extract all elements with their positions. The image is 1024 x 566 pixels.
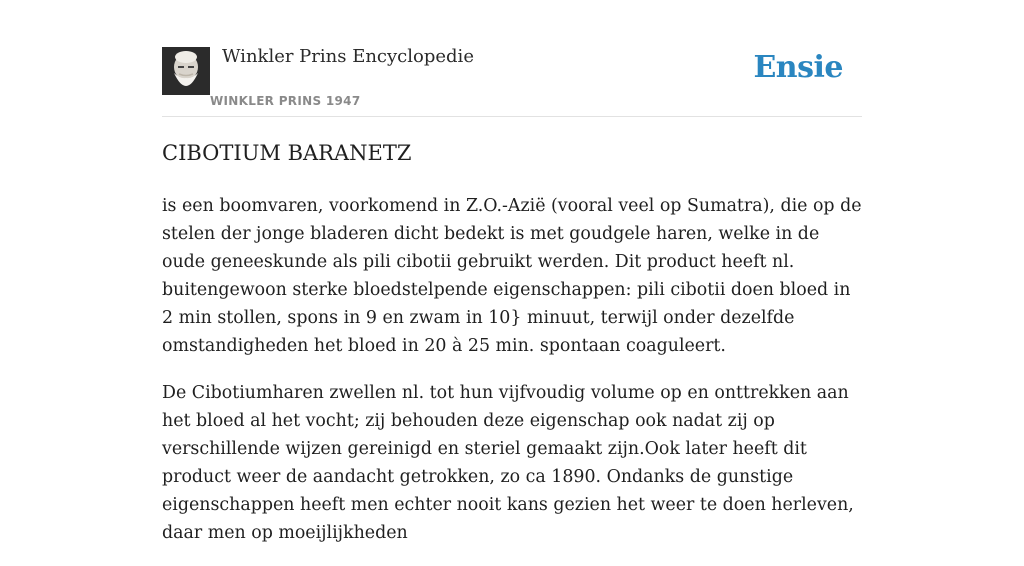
article-paragraph: De Cibotiumharen zwellen nl. tot hun vijfvoudig volume op en onttrekken aan het bloed al het vocht; zij behouden deze eigenschap ook nadat zij op verschillende wijzen gereinigd en steriel gemaakt zijn.Ook later heeft dit product weer de aandacht getrokken, zo ca 1890. Ondanks de gunstige eigenschappen heeft men echter nooit kans gezien het weer te doen herleven, daar men op moeijlijkheden (162, 383, 854, 543)
source-tag[interactable]: WINKLER PRINS 1947 (210, 94, 361, 108)
article-header (162, 0, 862, 117)
article-title: CIBOTIUM BARANETZ (162, 141, 412, 165)
avatar[interactable] (162, 47, 210, 95)
source-name[interactable]: Winkler Prins Encyclopedie (222, 46, 474, 67)
article-body (162, 192, 862, 566)
brand-logo[interactable]: Ensie (753, 50, 843, 85)
bearded-man-portrait-icon (162, 47, 210, 95)
article-container (162, 0, 862, 543)
article-paragraph: is een boomvaren, voorkomend in Z.O.-Azië (vooral veel op Sumatra), die op de stelen der jonge bladeren dicht bedekt is met goudgele haren, welke in de oude geneeskunde als pili cibotii gebruikt werden. Dit product heeft nl. buitengewoon sterke bloedstelpende eigenschappen: pili cibotii doen bloed in 2 min stollen, spons in 9 en zwam in 10} minuut, terwijl onder dezelfde omstandigheden het bloed in 20 à 25 min. spontaan coaguleert. (162, 196, 862, 356)
